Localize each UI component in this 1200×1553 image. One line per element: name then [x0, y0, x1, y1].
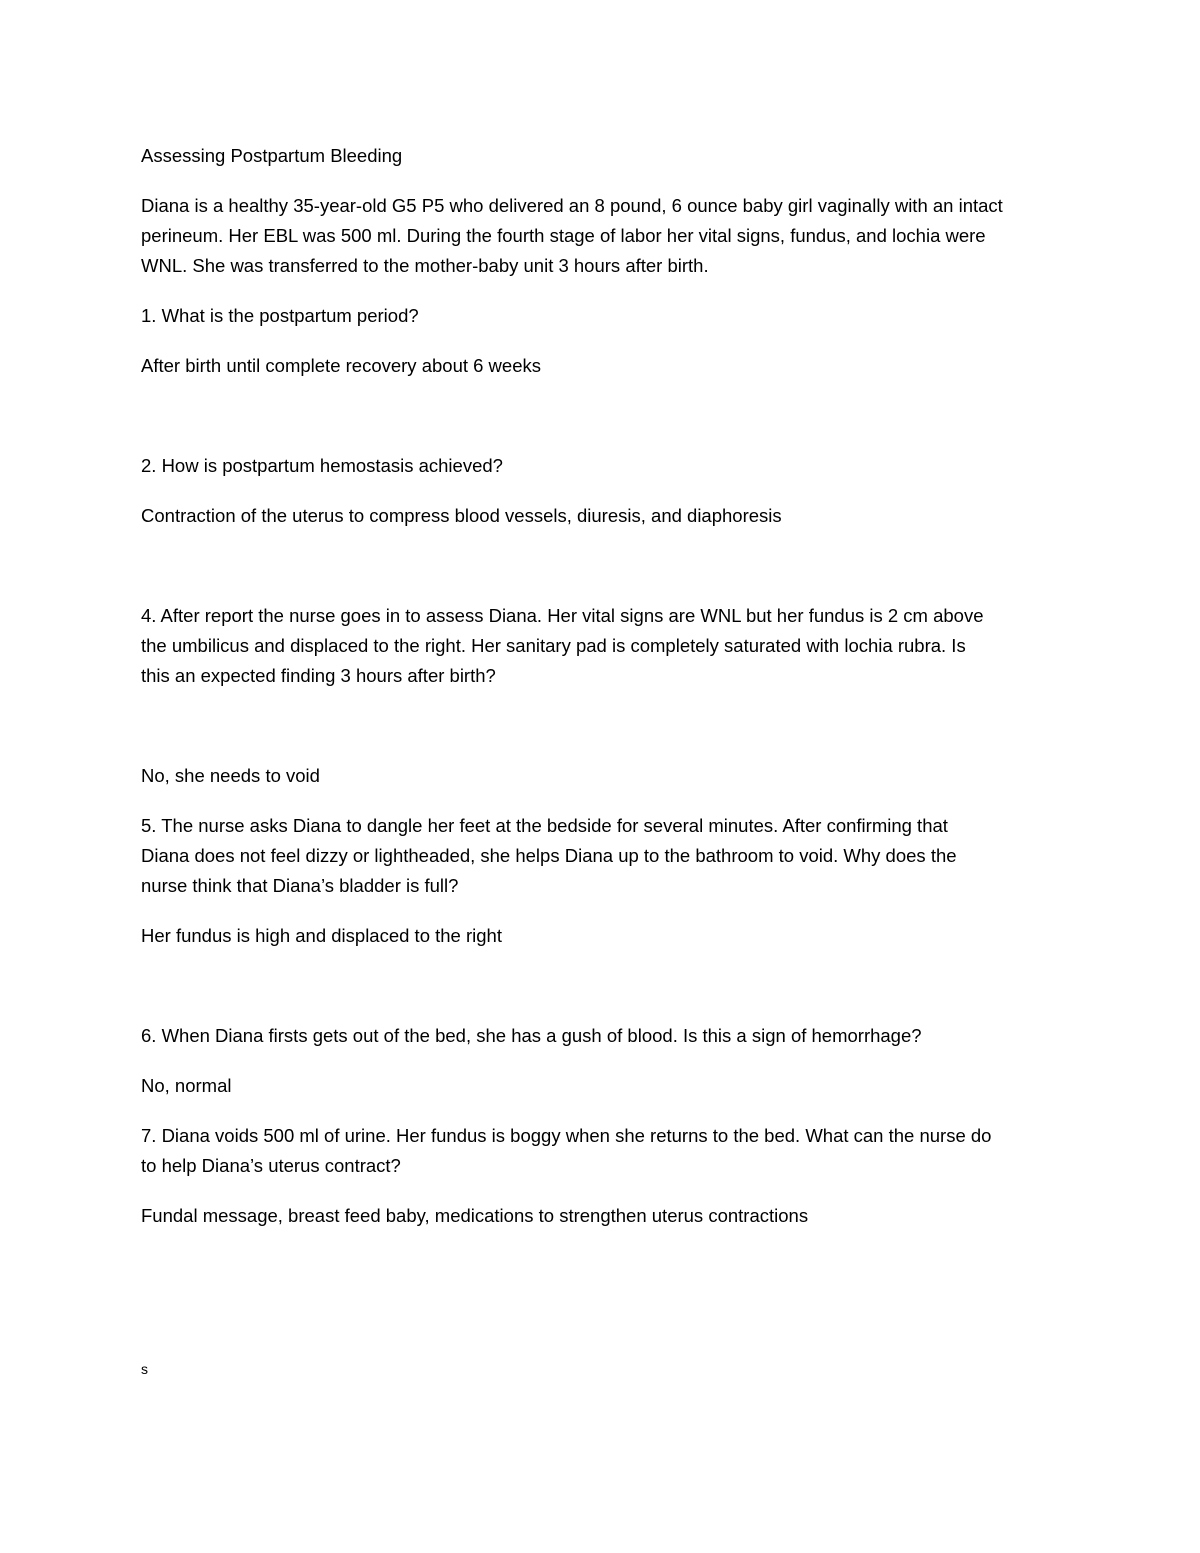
answer-2: Contraction of the uterus to compress blood vessels, diuresis, and diaphoresis: [141, 505, 782, 526]
answer-4: No, she needs to void: [141, 765, 320, 786]
document-title: Assessing Postpartum Bleeding: [141, 145, 403, 166]
answer-5: Her fundus is high and displaced to the right: [141, 925, 502, 946]
answer-6: No, normal: [141, 1075, 232, 1096]
footer-mark: s: [141, 1361, 148, 1377]
question-7-line-1: 7. Diana voids 500 ml of urine. Her fundus is boggy when she returns to the bed. What can the nurse do: [141, 1125, 992, 1146]
question-5-line-3: nurse think that Diana’s bladder is full?: [141, 875, 459, 896]
question-4-line-3: this an expected finding 3 hours after birth?: [141, 665, 496, 686]
answer-7: Fundal message, breast feed baby, medications to strengthen uterus contractions: [141, 1205, 809, 1226]
question-4-line-2: the umbilicus and displaced to the right. Her sanitary pad is completely saturated with lochia rubra. Is: [141, 635, 966, 656]
question-5-line-1: 5. The nurse asks Diana to dangle her feet at the bedside for several minutes. After confirming that: [141, 815, 948, 836]
question-2: 2. How is postpartum hemostasis achieved?: [141, 455, 503, 476]
intro-line-2: perineum. Her EBL was 500 ml. During the fourth stage of labor her vital signs, fundus, and lochia were: [141, 225, 986, 246]
question-7-line-2: to help Diana’s uterus contract?: [141, 1155, 401, 1176]
answer-1: After birth until complete recovery about 6 weeks: [141, 355, 541, 376]
question-4-line-1: 4. After report the nurse goes in to assess Diana. Her vital signs are WNL but her fundus is 2 cm above: [141, 605, 984, 626]
question-5-line-2: Diana does not feel dizzy or lightheaded, she helps Diana up to the bathroom to void. Why does the: [141, 845, 957, 866]
intro-line-3: WNL. She was transferred to the mother-baby unit 3 hours after birth.: [141, 255, 709, 276]
question-6: 6. When Diana firsts gets out of the bed, she has a gush of blood. Is this a sign of hemorrhage?: [141, 1025, 922, 1046]
intro-line-1: Diana is a healthy 35-year-old G5 P5 who delivered an 8 pound, 6 ounce baby girl vaginally with an intact: [141, 195, 1003, 216]
question-1: 1. What is the postpartum period?: [141, 305, 419, 326]
